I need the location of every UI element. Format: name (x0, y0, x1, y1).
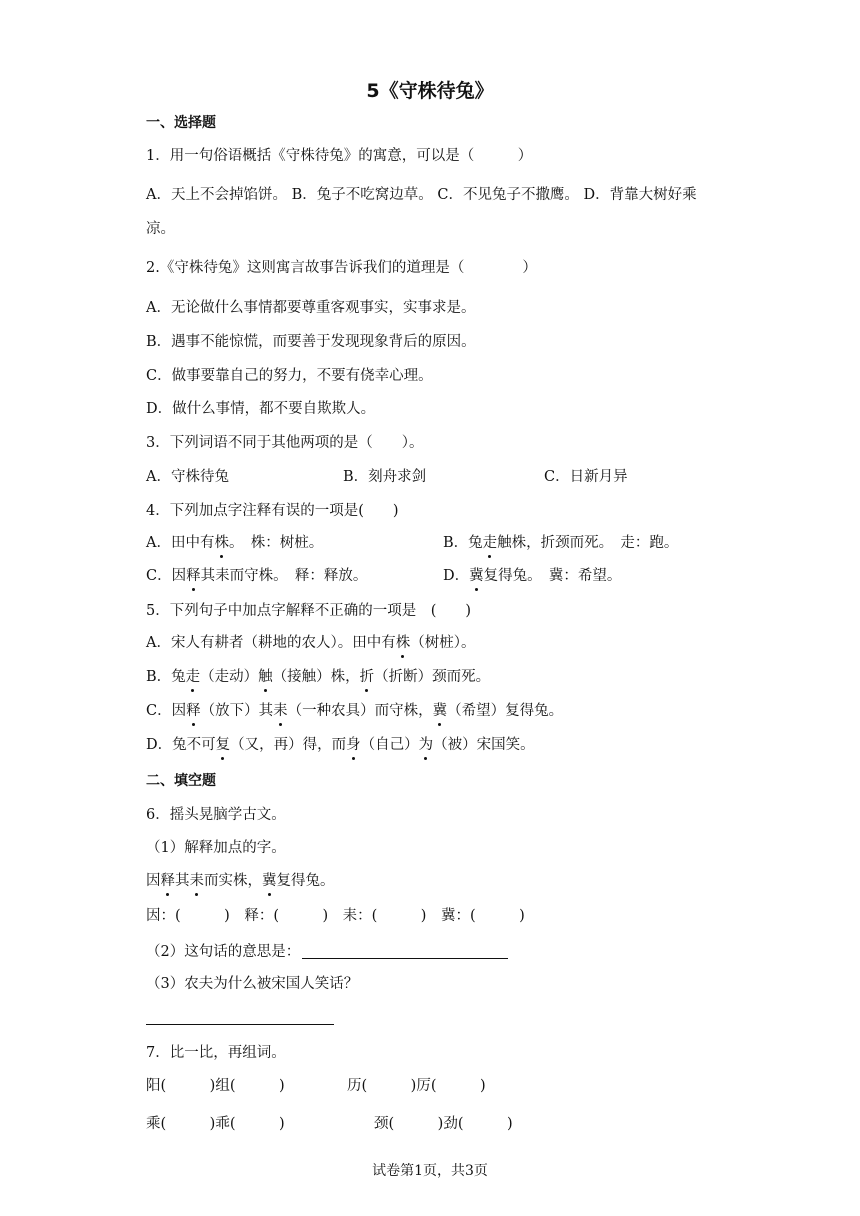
question-2-option-c: C．做事要靠自己的努力，不要有侥幸心理。 (146, 368, 433, 384)
question-6-sub-1: （1）解释加点的字。 (146, 840, 286, 856)
question-4-stem: 4．下列加点字注释有误的一项是( ) (146, 503, 399, 519)
question-7-row1-right: 历( )厉( ) (347, 1078, 486, 1094)
page-title: 5《守株待兔》 (366, 80, 494, 102)
question-3-option-a: A．守株待兔 (146, 469, 229, 485)
question-5-option-c: C．因释（放下）其耒（一种农具）而守株，冀（希望）复得兔。 (146, 703, 564, 719)
question-2-option-a: A．无论做什么事情都要尊重客观事实，实事求是。 (146, 300, 476, 316)
question-4-option-a: A．田中有株。 株：树桩。 (146, 535, 324, 551)
question-7-stem: 7．比一比，再组词。 (146, 1045, 286, 1061)
question-3-option-b: B．刻舟求剑 (343, 469, 427, 485)
answer-line-2 (302, 958, 508, 959)
question-7-row2-left: 乘( )乖( ) (146, 1116, 285, 1132)
question-5-option-a: A．宋人有耕者（耕地的农人）。田中有株（树桩）。 (146, 635, 476, 651)
question-3-stem: 3．下列词语不同于其他两项的是（ ）。 (146, 435, 424, 451)
question-6-sub-2: （2）这句话的意思是： (146, 944, 301, 960)
question-4-option-b: B．兔走触株，折颈而死。 走：跑。 (443, 535, 679, 551)
question-4-option-d: D．冀复得兔。 冀：希望。 (443, 568, 622, 584)
answer-line-3 (146, 1024, 334, 1025)
question-2-option-b: B．遇事不能惊慌，而要善于发现现象背后的原因。 (146, 334, 476, 350)
question-2-stem: 2.《守株待兔》这则寓言故事告诉我们的道理是（ ） (146, 260, 537, 276)
section-heading-choice: 一、选择题 (146, 115, 216, 131)
question-5-stem: 5．下列句子中加点字解释不正确的一项是 ( ) (146, 603, 472, 619)
question-7-row1-left: 阳( )组( ) (146, 1078, 285, 1094)
question-2-option-d: D．做什么事情，都不要自欺欺人。 (146, 401, 376, 417)
question-6-sub-3: （3）农夫为什么被宋国人笑话？ (146, 976, 359, 992)
question-4-option-c: C．因释其耒而守株。 释：释放。 (146, 568, 368, 584)
question-7-row2-right: 颈( )劲( ) (374, 1116, 513, 1132)
question-1-options: A．天上不会掉馅饼。 B．兔子不吃窝边草。 C．不见兔子不撒鹰。 D．背靠大树好乘 (146, 187, 697, 203)
question-6-stem: 6．摇头晃脑学古文。 (146, 807, 286, 823)
question-3-option-c: C．日新月异 (544, 469, 628, 485)
question-6-blanks: 因：( ) 释：( ) 耒：( ) 冀：( ) (146, 908, 525, 924)
question-5-option-b: B．兔走（走动）触（接触）株，折（折断）颈而死。 (146, 669, 491, 685)
page-footer: 试卷第1页，共3页 (372, 1163, 488, 1179)
question-1-options-cont: 凉。 (146, 221, 175, 237)
section-heading-fill: 二、填空题 (146, 773, 216, 789)
question-1-stem: 1．用一句俗语概括《守株待兔》的寓意，可以是（ ） (146, 148, 533, 164)
question-5-option-d: D．兔不可复（又，再）得，而身（自己）为（被）宋国笑。 (146, 737, 535, 753)
question-6-sentence: 因释其耒而实株，冀复得兔。 (146, 873, 335, 889)
